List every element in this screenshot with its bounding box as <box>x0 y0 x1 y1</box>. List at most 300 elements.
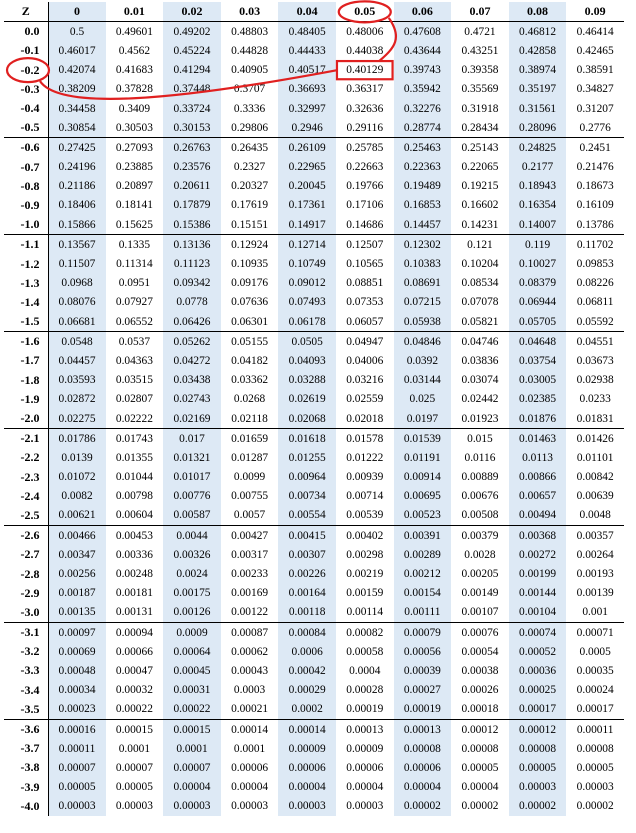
table-row <box>4 719 624 739</box>
table-cell: 0.01355 <box>115 451 153 464</box>
table-cell: 0.0392 <box>394 351 452 370</box>
table-cell: 0.09176 <box>231 277 269 290</box>
table-cell: 0.00031 <box>163 681 221 700</box>
table-cell: 0.00003 <box>163 797 221 816</box>
table-cell: 0.0006 <box>278 642 336 661</box>
table-row <box>4 758 624 777</box>
table-cell: 0.00064 <box>163 642 221 661</box>
table-cell: 0.00039 <box>394 661 452 680</box>
table-cell: 0.00131 <box>106 603 164 623</box>
table-cell: 0.0057 <box>221 506 279 526</box>
table-row <box>4 797 624 816</box>
table-cell: 0.05705 <box>509 312 567 332</box>
table-cell: 0.00014 <box>231 723 269 736</box>
table-cell: 0.29116 <box>336 118 394 138</box>
table-cell: 0.09342 <box>163 274 221 293</box>
table-cell: 0.04846 <box>394 332 452 352</box>
z-value: -0.2 <box>4 61 48 80</box>
table-cell: 0.00139 <box>576 587 614 600</box>
table-row <box>4 177 624 196</box>
table-cell: 0.05262 <box>163 332 221 352</box>
z-value: -2.1 <box>4 429 48 449</box>
table-cell: 0.00003 <box>576 781 614 794</box>
table-cell: 0.27093 <box>115 141 153 154</box>
table-cell: 0.00004 <box>394 778 452 797</box>
table-cell: 0.00508 <box>451 506 509 526</box>
table-cell: 0.00169 <box>231 587 269 600</box>
table-cell: 0.00734 <box>278 487 336 506</box>
table-cell: 0.00256 <box>48 564 106 583</box>
table-cell: 0.0139 <box>48 448 106 467</box>
table-cell: 0.01578 <box>346 432 384 445</box>
table-cell: 0.00015 <box>163 719 221 739</box>
z-value: -1.4 <box>4 293 48 312</box>
column-header: 0 <box>48 2 106 22</box>
z-value: -1.7 <box>4 351 48 370</box>
table-cell: 0.00842 <box>576 471 614 484</box>
table-cell: 0.00111 <box>394 603 452 623</box>
table-cell: 0.34458 <box>48 99 106 118</box>
table-cell: 0.28774 <box>394 118 452 138</box>
table-cell: 0.00154 <box>394 584 452 603</box>
table-cell: 0.00233 <box>231 568 269 581</box>
table-cell: 0.00453 <box>115 529 153 542</box>
table-cell: 0.5 <box>48 22 106 42</box>
table-cell: 0.01786 <box>48 429 106 449</box>
table-row <box>4 506 624 526</box>
table-cell: 0.00187 <box>48 584 106 603</box>
table-cell: 0.03754 <box>509 351 567 370</box>
table-cell: 0.0233 <box>579 393 611 406</box>
table-cell: 0.37828 <box>115 83 153 96</box>
table-row <box>4 99 624 118</box>
table-row <box>4 138 624 158</box>
table-cell: 0.26435 <box>231 141 269 154</box>
table-cell: 0.02619 <box>278 390 336 409</box>
table-cell: 0.00523 <box>394 506 452 526</box>
table-cell: 0.03438 <box>163 371 221 390</box>
table-cell: 0.01222 <box>346 451 384 464</box>
table-cell: 0.21186 <box>48 177 106 196</box>
table-cell: 0.17879 <box>163 196 221 215</box>
table-cell: 0.00035 <box>576 664 614 677</box>
table-cell: 0.00317 <box>231 548 269 561</box>
table-cell: 0.00028 <box>346 684 384 697</box>
table-cell: 0.00755 <box>231 490 269 503</box>
table-cell: 0.10204 <box>461 258 499 271</box>
table-cell: 0.40129 <box>346 64 384 77</box>
table-cell: 0.01191 <box>394 448 452 467</box>
z-value: -3.9 <box>4 778 48 797</box>
table-cell: 0.03593 <box>48 371 106 390</box>
table-cell: 0.00026 <box>461 684 499 697</box>
table-cell: 0.3707 <box>233 83 266 96</box>
table-cell: 0.06811 <box>576 296 614 309</box>
table-cell: 0.0024 <box>163 564 221 583</box>
table-body <box>4 22 624 816</box>
table-cell: 0.00466 <box>48 526 106 546</box>
header-row <box>4 2 624 22</box>
table-cell: 0.0028 <box>464 548 496 561</box>
table-cell: 0.00181 <box>115 587 153 600</box>
table-cell: 0.00248 <box>115 568 153 581</box>
table-cell: 0.121 <box>467 238 493 251</box>
table-cell: 0.46414 <box>576 25 614 38</box>
table-cell: 0.28434 <box>451 118 509 138</box>
z-value: -3.5 <box>4 700 48 720</box>
z-value: -0.7 <box>4 158 48 177</box>
table-row <box>4 61 624 80</box>
table-cell: 0.0778 <box>163 293 221 312</box>
table-cell: 0.00427 <box>231 529 269 542</box>
table-cell: 0.22965 <box>278 158 336 177</box>
table-cell: 0.0116 <box>464 451 496 464</box>
table-cell: 0.00621 <box>48 506 106 526</box>
table-row <box>4 642 624 661</box>
table-cell: 0.00307 <box>278 545 336 564</box>
column-header: 0.04 <box>278 2 336 22</box>
table-cell: 0.01659 <box>231 432 269 445</box>
table-cell: 0.00005 <box>576 761 614 774</box>
table-cell: 0.22065 <box>461 161 499 174</box>
table-cell: 0.31561 <box>509 99 567 118</box>
table-cell: 0.0003 <box>233 684 266 697</box>
table-cell: 0.03144 <box>394 371 452 390</box>
table-cell: 0.01044 <box>115 471 153 484</box>
table-cell: 0.14007 <box>509 215 567 235</box>
table-cell: 0.06944 <box>509 293 567 312</box>
table-cell: 0.38591 <box>576 64 614 77</box>
table-cell: 0.00021 <box>221 700 279 720</box>
table-cell: 0.20045 <box>278 177 336 196</box>
table-cell: 0.00193 <box>576 568 614 581</box>
table-cell: 0.00122 <box>221 603 279 623</box>
table-cell: 0.01255 <box>278 448 336 467</box>
table-cell: 0.44828 <box>231 44 269 57</box>
z-value: -0.1 <box>4 41 48 60</box>
table-cell: 0.04947 <box>346 335 384 348</box>
z-value: -1.5 <box>4 312 48 332</box>
table-cell: 0.00069 <box>48 642 106 661</box>
table-cell: 0.27425 <box>48 138 106 158</box>
table-cell: 0.01618 <box>278 429 336 449</box>
table-cell: 0.00008 <box>576 742 614 755</box>
z-value: -3.8 <box>4 758 48 777</box>
table-cell: 0.00005 <box>509 758 567 777</box>
table-cell: 0.00019 <box>336 700 394 720</box>
table-cell: 0.00368 <box>509 526 567 546</box>
table-cell: 0.48006 <box>346 25 384 38</box>
table-cell: 0.001 <box>566 603 624 623</box>
table-cell: 0.00011 <box>576 723 614 736</box>
table-cell: 0.46812 <box>509 22 567 42</box>
column-header: 0.05 <box>336 2 394 22</box>
table-cell: 0.39743 <box>394 61 452 80</box>
z-value: -0.6 <box>4 138 48 158</box>
table-cell: 0.00043 <box>231 664 269 677</box>
table-cell: 0.00023 <box>48 700 106 720</box>
table-cell: 0.39358 <box>461 64 499 77</box>
table-cell: 0.1335 <box>118 238 151 251</box>
table-cell: 0.12507 <box>346 238 384 251</box>
table-cell: 0.02872 <box>48 390 106 409</box>
z-value: -3.7 <box>4 739 48 758</box>
table-cell: 0.00889 <box>461 471 499 484</box>
z-value: -1.1 <box>4 235 48 255</box>
table-cell: 0.48803 <box>231 25 269 38</box>
table-cell: 0.02938 <box>576 374 614 387</box>
table-cell: 0.00022 <box>163 700 221 720</box>
table-row <box>4 80 624 99</box>
table-cell: 0.01287 <box>231 451 269 464</box>
table-cell: 0.17619 <box>231 199 269 212</box>
table-cell: 0.01923 <box>451 409 509 429</box>
table-cell: 0.00012 <box>461 723 499 736</box>
table-cell: 0.00066 <box>115 645 153 658</box>
table-cell: 0.06552 <box>106 312 164 332</box>
table-cell: 0.4562 <box>118 44 151 57</box>
table-cell: 0.24196 <box>48 158 106 177</box>
table-cell: 0.0005 <box>579 645 611 658</box>
z-value: -0.5 <box>4 118 48 138</box>
z-value: -2.6 <box>4 526 48 546</box>
z-value: -2.2 <box>4 448 48 467</box>
column-header: 0.09 <box>566 2 624 22</box>
table-cell: 0.00003 <box>115 800 153 813</box>
table-row <box>4 215 624 235</box>
table-cell: 0.00017 <box>509 700 567 720</box>
table-cell: 0.00402 <box>346 529 384 542</box>
table-cell: 0.01101 <box>576 451 614 464</box>
table-cell: 0.25143 <box>461 141 499 154</box>
table-row <box>4 118 624 138</box>
table-cell: 0.03673 <box>576 354 614 367</box>
table-cell: 0.2946 <box>278 118 336 138</box>
table-cell: 0.00004 <box>163 778 221 797</box>
table-cell: 0.03005 <box>509 371 567 390</box>
table-row <box>4 564 624 583</box>
table-row <box>4 681 624 700</box>
table-cell: 0.00494 <box>509 506 567 526</box>
table-cell: 0.18943 <box>509 177 567 196</box>
table-cell: 0.00326 <box>163 545 221 564</box>
table-cell: 0.00004 <box>461 781 499 794</box>
table-cell: 0.0099 <box>233 471 266 484</box>
column-header: 0.01 <box>106 2 164 22</box>
table-cell: 0.00094 <box>115 626 153 639</box>
table-cell: 0.33724 <box>163 99 221 118</box>
column-header: 0.07 <box>451 2 509 22</box>
table-cell: 0.00005 <box>115 781 153 794</box>
table-row <box>4 700 624 720</box>
table-cell: 0.00013 <box>346 723 384 736</box>
table-row <box>4 351 624 370</box>
table-cell: 0.00019 <box>394 700 452 720</box>
table-cell: 0.00002 <box>394 797 452 816</box>
table-cell: 0.00004 <box>346 781 384 794</box>
table-cell: 0.32636 <box>346 102 384 115</box>
z-value: -1.2 <box>4 254 48 273</box>
table-cell: 0.00107 <box>451 603 509 623</box>
table-cell: 0.00114 <box>336 603 394 623</box>
table-cell: 0.31918 <box>461 102 499 115</box>
z-value: -1.0 <box>4 215 48 235</box>
table-cell: 0.00104 <box>509 603 567 623</box>
table-cell: 0.3336 <box>233 102 266 115</box>
table-cell: 0.12924 <box>231 238 269 251</box>
table-cell: 0.00391 <box>394 526 452 546</box>
table-cell: 0.00022 <box>106 700 164 720</box>
table-cell: 0.00159 <box>346 587 384 600</box>
table-cell: 0.00006 <box>394 758 452 777</box>
table-row <box>4 158 624 177</box>
table-cell: 0.23885 <box>115 161 153 174</box>
table-cell: 0.00347 <box>48 545 106 564</box>
table-cell: 0.00357 <box>576 529 614 542</box>
table-cell: 0.18406 <box>48 196 106 215</box>
table-cell: 0.11123 <box>163 254 221 273</box>
table-cell: 0.04648 <box>509 332 567 352</box>
table-cell: 0.00062 <box>231 645 269 658</box>
table-cell: 0.30854 <box>48 118 106 138</box>
table-cell: 0.00003 <box>278 797 336 816</box>
table-cell: 0.08534 <box>461 277 499 290</box>
table-cell: 0.13567 <box>48 235 106 255</box>
table-cell: 0.00009 <box>278 739 336 758</box>
table-cell: 0.00002 <box>509 797 567 816</box>
table-cell: 0.00009 <box>346 742 384 755</box>
table-cell: 0.07493 <box>278 293 336 312</box>
table-cell: 0.06681 <box>48 312 106 332</box>
table-cell: 0.19489 <box>394 177 452 196</box>
table-cell: 0.0951 <box>118 277 151 290</box>
table-cell: 0.00018 <box>451 700 509 720</box>
table-cell: 0.30153 <box>163 118 221 138</box>
table-cell: 0.08691 <box>394 274 452 293</box>
table-cell: 0.12714 <box>278 235 336 255</box>
table-cell: 0.00964 <box>278 468 336 487</box>
z-table <box>4 2 624 816</box>
table-cell: 0.06057 <box>336 312 394 332</box>
table-row <box>4 778 624 797</box>
table-cell: 0.00164 <box>278 584 336 603</box>
table-cell: 0.47608 <box>394 22 452 42</box>
table-cell: 0.0113 <box>509 448 567 467</box>
table-cell: 0.00006 <box>231 761 269 774</box>
table-cell: 0.01463 <box>509 429 567 449</box>
table-cell: 0.17361 <box>278 196 336 215</box>
table-cell: 0.22363 <box>394 158 452 177</box>
z-value: -2.3 <box>4 468 48 487</box>
table-cell: 0.02743 <box>163 390 221 409</box>
z-value: -1.3 <box>4 274 48 293</box>
table-cell: 0.00038 <box>461 664 499 677</box>
table-cell: 0.05155 <box>231 335 269 348</box>
z-value: -2.4 <box>4 487 48 506</box>
table-row <box>4 661 624 680</box>
table-cell: 0.00175 <box>163 584 221 603</box>
table-cell: 0.00076 <box>461 626 499 639</box>
table-cell: 0.00005 <box>48 778 106 797</box>
table-cell: 0.00008 <box>509 739 567 758</box>
table-cell: 0.0009 <box>163 623 221 643</box>
table-cell: 0.00639 <box>576 490 614 503</box>
table-cell: 0.07078 <box>461 296 499 309</box>
z-value: -1.6 <box>4 332 48 352</box>
table-cell: 0.00014 <box>278 719 336 739</box>
table-cell: 0.04363 <box>115 354 153 367</box>
table-cell: 0.00084 <box>278 623 336 643</box>
table-cell: 0.04272 <box>163 351 221 370</box>
table-cell: 0.00011 <box>48 739 106 758</box>
table-cell: 0.01017 <box>163 468 221 487</box>
z-value: -2.9 <box>4 584 48 603</box>
table-cell: 0.08379 <box>509 274 567 293</box>
table-cell: 0.35197 <box>509 80 567 99</box>
table-cell: 0.0001 <box>118 742 151 755</box>
table-cell: 0.03362 <box>231 374 269 387</box>
table-row <box>4 196 624 215</box>
table-cell: 0.07353 <box>346 296 384 309</box>
table-cell: 0.00025 <box>509 681 567 700</box>
table-cell: 0.08851 <box>346 277 384 290</box>
table-cell: 0.16602 <box>461 199 499 212</box>
z-value: -3.6 <box>4 719 48 739</box>
table-cell: 0.01072 <box>48 468 106 487</box>
table-cell: 0.42465 <box>576 44 614 57</box>
table-cell: 0.2776 <box>566 118 624 138</box>
table-cell: 0.00007 <box>163 758 221 777</box>
table-cell: 0.16354 <box>509 196 567 215</box>
table-cell: 0.00272 <box>509 545 567 564</box>
table-cell: 0.21476 <box>576 161 614 174</box>
table-row <box>4 487 624 506</box>
table-row <box>4 448 624 467</box>
table-cell: 0.00042 <box>278 661 336 680</box>
table-row <box>4 468 624 487</box>
table-cell: 0.017 <box>163 429 221 449</box>
table-cell: 0.00914 <box>394 468 452 487</box>
table-cell: 0.00056 <box>394 642 452 661</box>
table-cell: 0.03288 <box>278 371 336 390</box>
table-cell: 0.03515 <box>115 374 153 387</box>
z-value: -4.0 <box>4 797 48 816</box>
table-cell: 0.00866 <box>509 468 567 487</box>
z-value: -0.8 <box>4 177 48 196</box>
table-cell: 0.32997 <box>278 99 336 118</box>
table-row <box>4 371 624 390</box>
table-cell: 0.02118 <box>221 409 279 429</box>
table-cell: 0.0001 <box>163 739 221 758</box>
table-cell: 0.26763 <box>163 138 221 158</box>
table-cell: 0.07215 <box>394 293 452 312</box>
table-cell: 0.01426 <box>576 432 614 445</box>
table-cell: 0.00004 <box>278 778 336 797</box>
table-cell: 0.015 <box>467 432 493 445</box>
table-cell: 0.00199 <box>509 564 567 583</box>
table-cell: 0.00034 <box>48 681 106 700</box>
table-cell: 0.025 <box>394 390 452 409</box>
column-header: 0.02 <box>163 2 221 22</box>
table-cell: 0.0044 <box>163 526 221 546</box>
table-cell: 0.12302 <box>394 235 452 255</box>
table-cell: 0.00006 <box>346 761 384 774</box>
table-cell: 0.0004 <box>349 664 381 677</box>
table-cell: 0.01876 <box>509 409 567 429</box>
table-row <box>4 584 624 603</box>
table-cell: 0.00003 <box>509 778 567 797</box>
table-cell: 0.00587 <box>163 506 221 526</box>
